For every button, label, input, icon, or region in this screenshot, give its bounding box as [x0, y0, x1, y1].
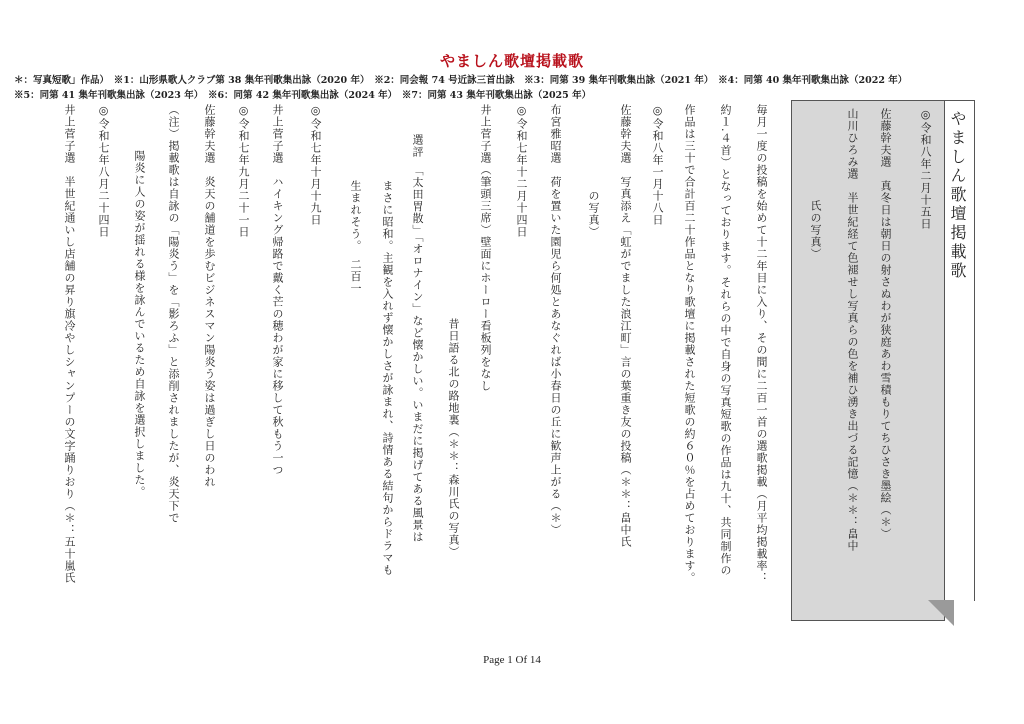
poem-entry: 布宮雅昭選 荷を置いた園児ら何処とあなぐれば小春日の丘に歓声上がる（＊） — [549, 104, 562, 536]
review-text: 生まれそう。 二百一 — [349, 180, 362, 295]
commentary-text: 作品は三十で合計百二十作品となり歌壇に掲載された短歌の約６０％を占めております。 — [683, 104, 696, 584]
scroll-decoration-fold — [928, 600, 954, 626]
date-heading: ◎令和七年九月二十一日 — [237, 104, 250, 238]
poem-entry: 佐藤幹夫選 写真添え「虹がでました浪江町」言の葉重き友の投稿（＊＊：畠中氏 — [619, 104, 632, 548]
document-title: やましん歌壇掲載歌 — [439, 52, 584, 70]
notes-line-2: ※5：同第 41 集年刊歌集出詠（2023 年） ※6：同第 42 集年刊歌集出詠（2024 年） ※7：同第 43 集年刊歌集出詠（2025 年） — [14, 90, 592, 101]
poem-entry-continuation: 昔日語る北の路地裏（＊＊：森川氏の写真） — [447, 318, 460, 558]
notes-line-1: ＊：写真短歌」作品） ※1：山形県歌人クラブ第 38 集年刊歌集出詠（2020 年） ※2：同会報 74 号近詠三首出詠 ※3：同第 39 集年刊歌集出詠（2021 年） ※4：同第 40 集年刊歌集出詠（2022 年） — [14, 75, 908, 86]
commentary-text: 約１.４首）となっております。それらの中で自身の写真短歌の作品は九十、共同制作の — [719, 104, 732, 577]
poem-entry: 佐藤幹夫選 真冬日は朝日の射さぬわが狭庭あわ雪積もりてちひさき墨絵（＊） — [879, 108, 892, 540]
date-heading: ◎令和八年二月十五日 — [919, 108, 932, 230]
page-number: Page 1 Of 14 — [483, 654, 541, 666]
poem-entry: 佐藤幹夫選 炎天の舗道を歩むビジネスマン陽炎う姿は過ぎし日のわれ — [203, 104, 216, 488]
review-text: 選評 「太田胃散」「オロナイン」など懐かしい。いまだに掲げてある風景は — [411, 134, 424, 543]
commentary-text: 毎月一度の投稿を始めて十二年目に入り、その間に二百一首の選歌掲載（月平均掲載率： — [755, 104, 768, 584]
poem-entry-continuation: 氏の写真） — [809, 200, 822, 260]
poem-entry: 井上菅子選 半世紀通いし店舗の昇り旗冷やしシャンプーの文字踊りおり（＊：五十嵐氏 — [63, 104, 76, 584]
note-text: （注）掲載歌は自詠の「陽炎う」を「影ろふ」と添削されましたが、炎天下で — [167, 104, 180, 524]
poem-entry: 井上菅子選 ハイキング帰路で戴く芒の穂わが家に移して秋もう一つ — [271, 104, 284, 476]
date-heading: ◎令和七年十二月十四日 — [515, 104, 528, 238]
poem-entry: 井上菅子選（筆頭三席）壁面にホーロー看板列をなし — [479, 104, 492, 392]
date-heading: ◎令和七年八月二十四日 — [97, 104, 110, 238]
note-text: 陽炎に人の姿が揺れる様を詠んでいるため自詠を選択しました。 — [133, 150, 146, 498]
date-heading: ◎令和七年十月十九日 — [309, 104, 322, 226]
poem-entry: 山川ひろみ選 半世紀経て色褪せし写真らの色を補ひ湧き出づる記憶（＊＊：畠中 — [846, 108, 859, 552]
heading-vertical: やましん歌壇掲載歌 — [948, 110, 967, 281]
review-text: まさに昭和。主観を入れず懐かしさが詠まれ、詩情ある結句からドラマも — [381, 180, 394, 576]
date-heading: ◎令和八年一月十八日 — [651, 104, 664, 226]
poem-entry-continuation: の写真） — [587, 190, 600, 238]
